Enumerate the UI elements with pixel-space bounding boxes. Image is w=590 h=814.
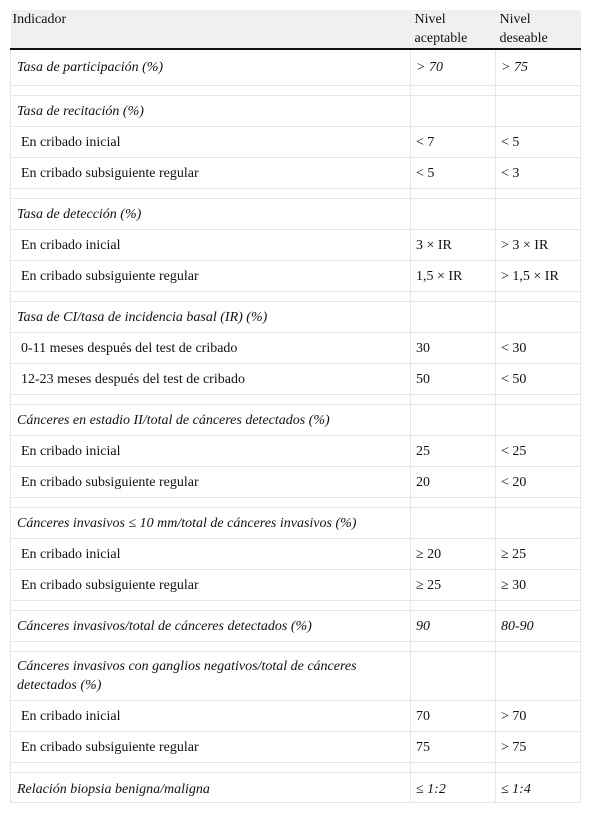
row-invasivos10 [11,508,581,539]
cell-label: Cánceres en estadio II/total de cánceres detectados (%) [11,405,411,436]
cell-acceptable: 1,5 × IR [411,261,496,292]
cell-acceptable: 25 [411,436,496,467]
row-spacer [11,763,581,773]
cell-label: 0-11 meses después del test de cribado [11,333,411,364]
row-spacer [11,642,581,652]
cell-desirable: 80-90 [496,611,581,642]
row-estadio-regular [11,467,581,498]
cell-desirable: < 30 [496,333,581,364]
indicators-table [10,10,581,803]
row-deteccion-regular [11,261,581,292]
cell-acceptable: ≥ 20 [411,539,496,570]
row-ci-0-11 [11,333,581,364]
header-row [11,10,581,49]
cell-label: Cánceres invasivos ≤ 10 mm/total de cánceres invasivos (%) [11,508,411,539]
cell-acceptable: > 70 [411,49,496,86]
cell-desirable: ≥ 25 [496,539,581,570]
cell-label: Cánceres invasivos/total de cánceres detectados (%) [11,611,411,642]
cell-label: En cribado subsiguiente regular [11,570,411,601]
cell-label: En cribado subsiguiente regular [11,467,411,498]
cell-desirable: < 25 [496,436,581,467]
cell-acceptable: 70 [411,701,496,732]
cell-label: En cribado subsiguiente regular [11,158,411,189]
cell-desirable: > 1,5 × IR [496,261,581,292]
cell-label: En cribado inicial [11,230,411,261]
cell-acceptable: 30 [411,333,496,364]
row-spacer [11,601,581,611]
row-spacer [11,86,581,96]
cell-desirable: ≥ 30 [496,570,581,601]
row-biopsia [11,773,581,803]
row-ci [11,302,581,333]
cell-desirable: > 75 [496,732,581,763]
header-desirable: Nivel deseable [496,10,581,49]
row-invasivos [11,611,581,642]
row-recitacion-regular [11,158,581,189]
cell-desirable: > 3 × IR [496,230,581,261]
cell-label: En cribado inicial [11,539,411,570]
cell-label: Tasa de CI/tasa de incidencia basal (IR) (%) [11,302,411,333]
cell-acceptable: 90 [411,611,496,642]
cell-label: Tasa de detección (%) [11,199,411,230]
cell-acceptable: 75 [411,732,496,763]
row-participacion [11,49,581,86]
row-invasivos10-inicial [11,539,581,570]
cell-desirable: > 75 [496,49,581,86]
row-estadio-inicial [11,436,581,467]
cell-label: En cribado inicial [11,127,411,158]
row-deteccion [11,199,581,230]
cell-acceptable: 20 [411,467,496,498]
row-ganglios-inicial [11,701,581,732]
cell-label: En cribado inicial [11,436,411,467]
cell-acceptable: ≥ 25 [411,570,496,601]
cell-desirable: < 20 [496,467,581,498]
row-deteccion-inicial [11,230,581,261]
row-spacer [11,292,581,302]
row-ganglios [11,652,581,701]
cell-desirable: < 5 [496,127,581,158]
cell-acceptable: < 5 [411,158,496,189]
row-ganglios-regular [11,732,581,763]
cell-desirable: < 50 [496,364,581,395]
cell-acceptable: 3 × IR [411,230,496,261]
cell-label: En cribado subsiguiente regular [11,261,411,292]
cell-acceptable: 50 [411,364,496,395]
cell-label: Relación biopsia benigna/maligna [11,773,411,803]
row-ci-12-23 [11,364,581,395]
header-acceptable: Nivel aceptable [411,10,496,49]
cell-label: 12-23 meses después del test de cribado [11,364,411,395]
row-invasivos10-regular [11,570,581,601]
row-recitacion-inicial [11,127,581,158]
cell-label: Tasa de participación (%) [11,49,411,86]
cell-desirable: > 70 [496,701,581,732]
row-recitacion [11,96,581,127]
header-indicator: Indicador [11,10,411,49]
row-spacer [11,498,581,508]
cell-desirable: < 3 [496,158,581,189]
cell-acceptable: ≤ 1:2 [411,773,496,803]
cell-desirable: ≤ 1:4 [496,773,581,803]
cell-acceptable: < 7 [411,127,496,158]
cell-label: Cánceres invasivos con ganglios negativos/total de cánceres detectados (%) [11,652,411,701]
cell-label: En cribado inicial [11,701,411,732]
row-estadio [11,405,581,436]
row-spacer [11,395,581,405]
cell-label: Tasa de recitación (%) [11,96,411,127]
cell-label: En cribado subsiguiente regular [11,732,411,763]
row-spacer [11,189,581,199]
